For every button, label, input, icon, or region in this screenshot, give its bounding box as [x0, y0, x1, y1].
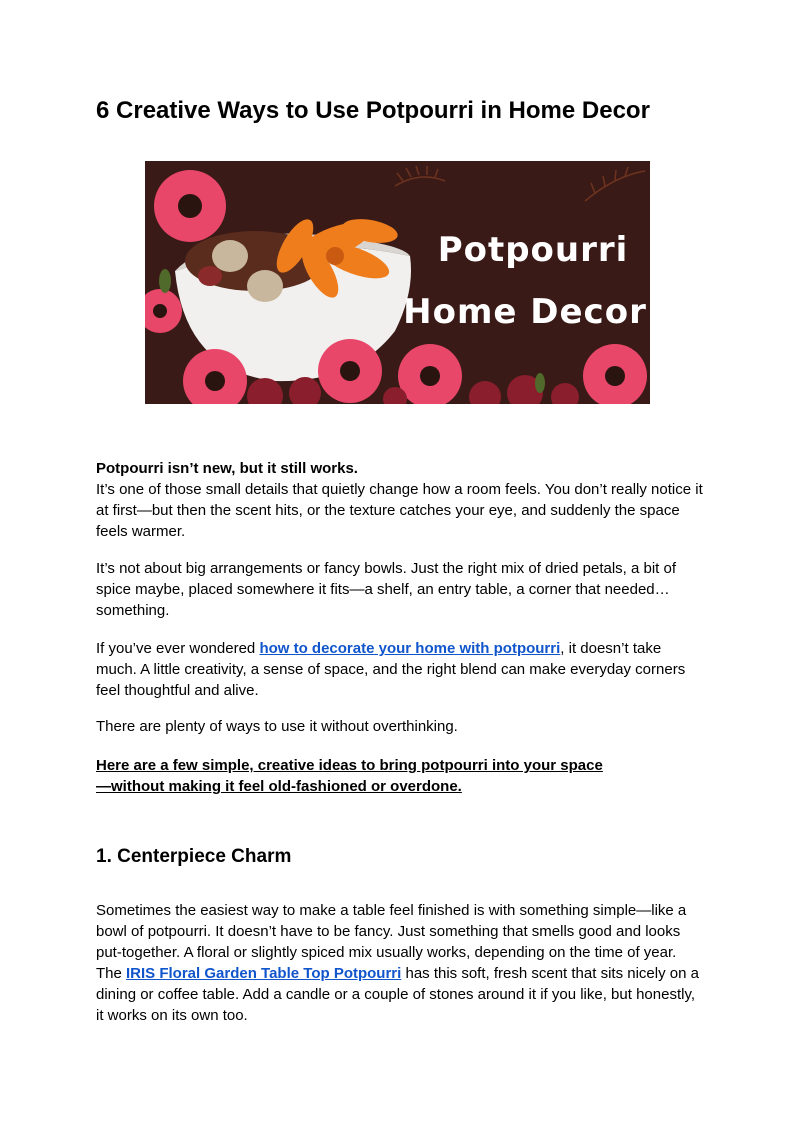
page-title: 6 Creative Ways to Use Potpourri in Home Decor	[96, 97, 650, 124]
potpourri-banner-graphic	[145, 161, 650, 404]
decorate-with-potpourri-link[interactable]: how to decorate your home with potpourri	[259, 640, 561, 657]
banner-text-line2: Home Decor	[403, 292, 647, 332]
intro-lead: Potpourri isn’t new, but it still works.	[96, 460, 358, 477]
paragraph-3	[96, 638, 704, 701]
section-1-paragraph	[96, 900, 704, 1026]
banner-text-line1: Potpourri	[437, 230, 629, 270]
intro-paragraph	[96, 458, 704, 542]
paragraph-4: There are plenty of ways to use it without overthinking.	[96, 718, 458, 735]
section-1-before: Sometimes the easiest way to make a table feel finished is with something simple—like a bowl of potpourri. It doesn’t have to be fancy. Just something that smells good and looks put-together. A floral or slightly spiced mix usually works, depending on the time of year. The	[96, 902, 687, 982]
intro-text: It’s one of those small details that quietly change how a room feels. You don’t really notice it at first—but then the scent hits, or the texture catches your eye, and suddenly the space feels warmer.	[96, 481, 703, 540]
section-1-heading: 1. Centerpiece Charm	[96, 846, 292, 867]
iris-floral-garden-link[interactable]: IRIS Floral Garden Table Top Potpourri	[126, 965, 402, 982]
paragraph-3-before: If you’ve ever wondered	[96, 640, 260, 657]
banner-image	[145, 161, 650, 404]
ideas-intro-paragraph: Here are a few simple, creative ideas to bring potpourri into your space—without making it feel old-fashioned or overdone.	[96, 757, 603, 795]
section-1-after: has this soft, fresh scent that sits nicely on a dining or coffee table. Add a candle or a couple of stones around it if you like, but honestly, it works on its own too.	[96, 965, 699, 1024]
paragraph-2: It’s not about big arrangements or fancy bowls. Just the right mix of dried petals, a bit of spice maybe, placed somewhere it fits—a shelf, an entry table, a corner that needed… something.	[96, 560, 677, 619]
paragraph-3-after: , it doesn’t take much. A little creativity, a sense of space, and the right blend can make everyday corners feel thoughtful and alive.	[96, 640, 686, 699]
